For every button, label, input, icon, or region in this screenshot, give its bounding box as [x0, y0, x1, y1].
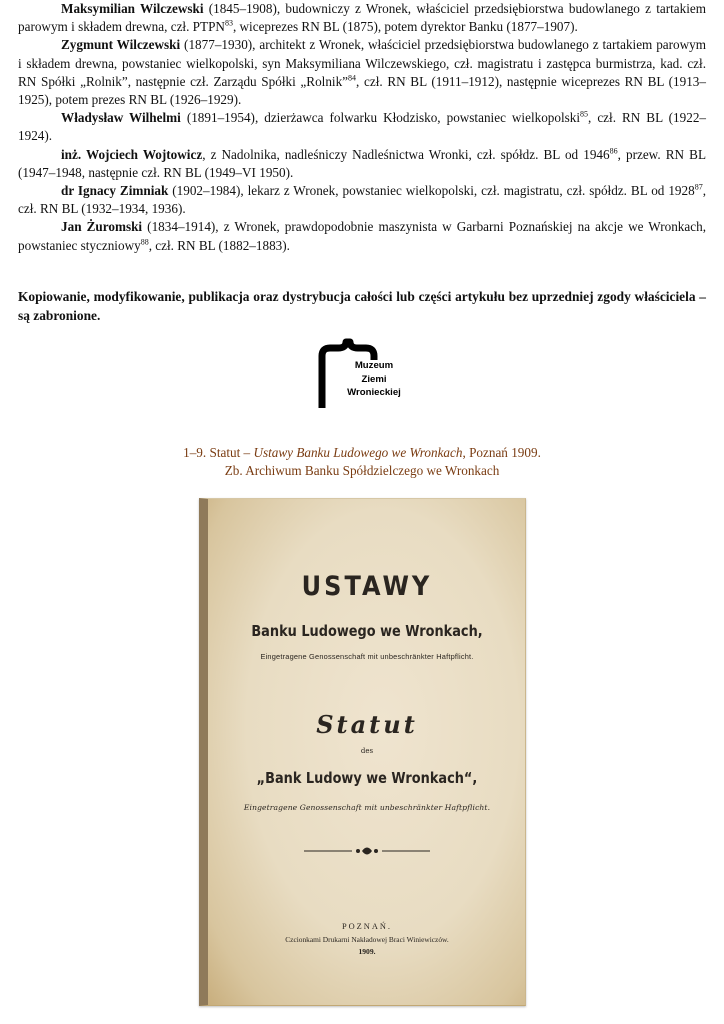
- booklet-statut: Statut: [316, 710, 418, 739]
- booklet-printer: Czcionkami Drukarni Nakładowej Braci Winiewiczów.: [285, 935, 449, 944]
- figure-caption: 1–9. Statut – Ustawy Banku Ludowego we Wronkach, Poznań 1909.: [183, 445, 541, 460]
- bio-name: Wojciech Wojtowicz: [86, 146, 203, 162]
- booklet-city: POZNAŃ.: [341, 922, 393, 931]
- footnote-ref: 83: [224, 18, 233, 28]
- booklet-cover-photo: [199, 498, 526, 1006]
- bio-name: Jan Żuromski: [61, 219, 143, 235]
- bio-entry: Zygmunt Wilczewski (1877–1930), architekt z Wronek, właściciel przedsiębiorstwa budowlanego z tartakiem parowym i składem drewna, powstaniec wielkopolski, syn Maksymiliana Wilczewskiego, czł. magistratu i zastępca burmistrza, kad. czł. RN Spółki „Rolnik”, następnie czł. Zarządu Spółki „Rolnik”$^{84}$, czł. RN BL (1911–1912), następnie wiceprezes RN BL (1913–1925), potem prezes RN BL (1926–1929).: [18, 37, 706, 108]
- bio-name: Maksymilian Wilczewski: [61, 1, 204, 16]
- bio-entry: Władysław Wilhelmi (1891–1954), dzierżawca folwarku Kłodzisko, powstaniec wielkopolski$^{85}$, czł. RN BL (1922–1924).: [18, 109, 707, 144]
- biography-list: [18, 0, 706, 255]
- booklet-des: des: [360, 747, 374, 755]
- footnote-ref: 85: [580, 109, 589, 119]
- bio-entry: dr Ignacy Zimniak (1902–1984), lekarz z Wronek, powstaniec wielkopolski, czł. magistratu, czł. spółdz. BL od 1928$^{87}$, czł. RN BL (1932–1934, 1936).: [18, 182, 706, 217]
- footnote-ref: 88: [140, 237, 149, 247]
- footnote-ref: 86: [609, 146, 618, 156]
- figure-caption-source: Zb. Archiwum Banku Spółdzielczego we Wronkach: [224, 463, 500, 478]
- bio-entry: Maksymilian Wilczewski (1845–1908), budowniczy z Wronek, właściciel przedsiębiorstwa budowlanego z tartakiem parowym i składem drewna, czł. PTPN$^{83}$, wiceprezes RN BL (1875), potem dyrektor Banku (1877–1907).: [18, 1, 706, 35]
- caption-title: Ustawy Banku Ludowego we Wronkach: [253, 445, 463, 460]
- footnote-ref: 84: [348, 73, 357, 83]
- booklet-subtitle-fraktur: Eingetragene Genossenschaft mit unbeschränkter Haftpflicht.: [243, 803, 491, 812]
- bio-prefix: inż.: [61, 146, 86, 162]
- bio-name: Władysław Wilhelmi: [61, 110, 181, 126]
- booklet-bank-name-quoted: „Bank Ludowy we Wronkach“,: [256, 769, 478, 787]
- bio-name: Ignacy Zimniak: [77, 183, 169, 199]
- copyright-notice: Kopiowanie, modyfikowanie, publikacja oraz dystrybucja całości lub części artykułu bez uprzedniej zgody właściciela – są zabronione.: [18, 289, 706, 323]
- bio-entry: inż. Wojciech Wojtowicz, z Nadolnika, nadleśniczy Nadleśnictwa Wronki, czł. spółdz. BL od 1946$^{86}$, przew. RN BL (1947–1948, następnie czł. RN BL (1949–VI 1950).: [18, 146, 706, 180]
- booklet-subtitle: Eingetragene Genossenschaft mit unbeschränkter Haftpflicht.: [260, 652, 474, 661]
- bio-name: Zygmunt Wilczewski: [61, 37, 181, 53]
- footnote-ref: 87: [694, 182, 703, 192]
- booklet-year: 1909.: [358, 947, 376, 956]
- ornament-divider-icon: [208, 843, 526, 859]
- booklet-heading: USTAWY: [301, 570, 433, 602]
- bio-prefix: dr: [61, 183, 78, 199]
- booklet-bank-name: Banku Ludowego we Wronkach,: [251, 622, 483, 640]
- bio-entry: Jan Żuromski (1834–1914), z Wronek, prawdopodobnie maszynista w Garbarni Poznańskiej na akcje we Wronkach, powstaniec styczniowy$^{88}$, czł. RN BL (1882–1883).: [18, 219, 706, 253]
- museum-logo-text: Muzeum Ziemi Wronieckiej: [347, 360, 401, 398]
